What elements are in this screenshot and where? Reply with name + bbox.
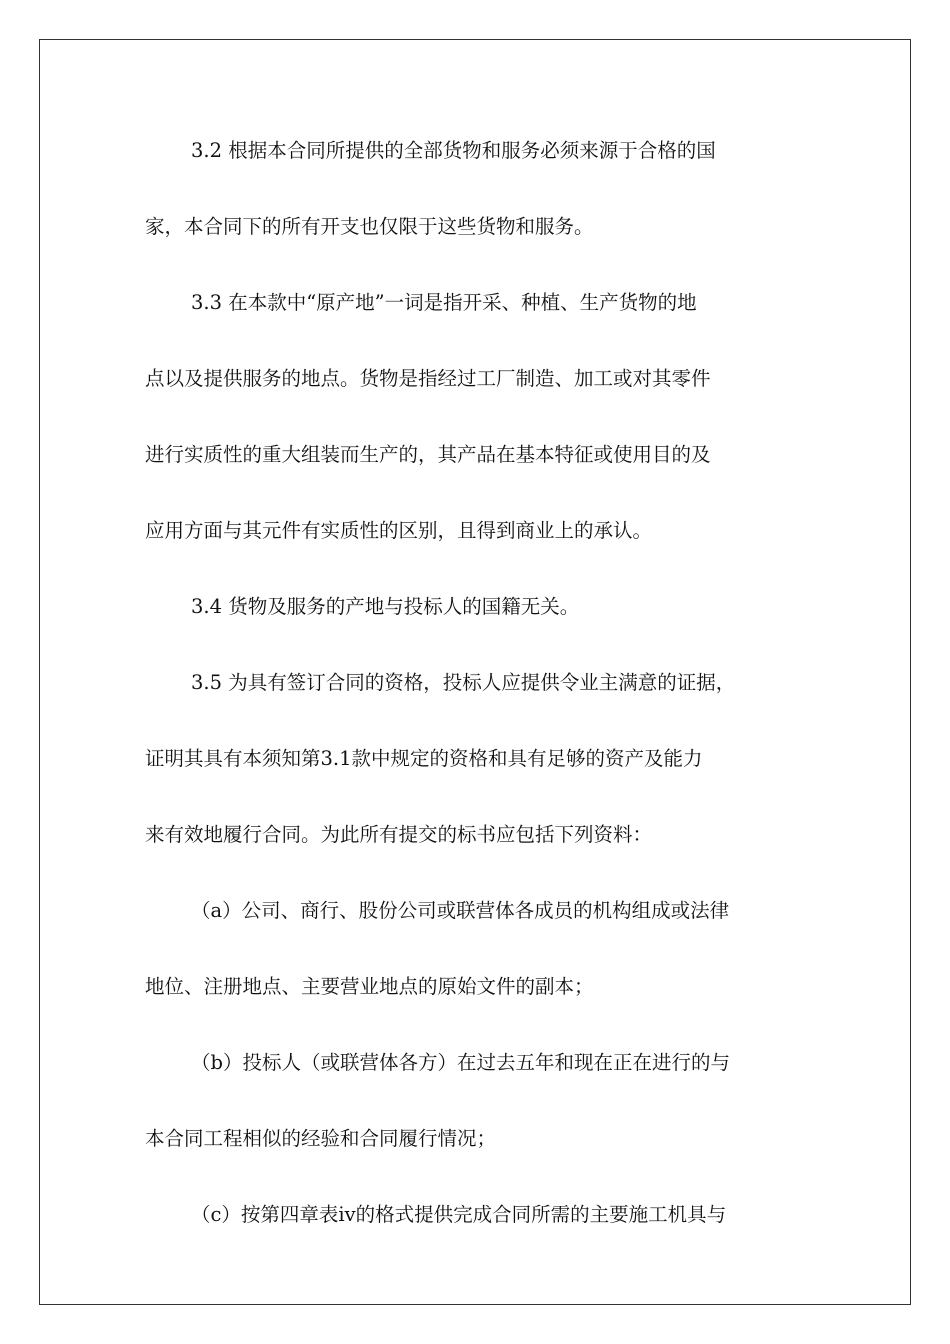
paragraph-item-b (145, 1044, 810, 1158)
text-line: 点以及提供服务的地点。货物是指经过工厂制造、加工或对其零件 (145, 367, 711, 390)
text-line: 3.4 货物及服务的产地与投标人的国籍无关。 (191, 595, 580, 618)
document-body (145, 132, 810, 1272)
text-line: 证明其具有本须知第3.1款中规定的资格和具有足够的资产及能力 (145, 747, 703, 770)
text-line: 地位、注册地点、主要营业地点的原始文件的副本； (145, 975, 594, 998)
text-line: （b）投标人（或联营体各方）在过去五年和现在正在进行的与 (191, 1051, 730, 1074)
paragraph-item-a (145, 892, 810, 1006)
paragraph-3-5 (145, 664, 810, 854)
text-line: 本合同工程相似的经验和合同履行情况； (145, 1127, 497, 1150)
text-line: 来有效地履行合同。为此所有提交的标书应包括下列资料： (145, 823, 653, 846)
text-line: 3.5 为具有签订合同的资格，投标人应提供令业主满意的证据， (191, 671, 736, 694)
text-line: 进行实质性的重大组装而生产的，其产品在基本特征或使用目的及 (145, 443, 711, 466)
text-line: 3.3 在本款中“原产地”一词是指开采、种植、生产货物的地 (191, 291, 697, 314)
text-line: （a）公司、商行、股份公司或联营体各成员的机构组成或法律 (191, 899, 730, 922)
text-line: 应用方面与其元件有实质性的区别，且得到商业上的承认。 (145, 519, 653, 542)
text-line: （c）按第四章表ⅳ的格式提供完成合同所需的主要施工机具与 (191, 1203, 727, 1226)
paragraph-item-c (145, 1196, 810, 1234)
paragraph-3-3 (145, 284, 810, 550)
paragraph-3-4 (145, 588, 810, 626)
paragraph-3-2 (145, 132, 810, 246)
text-line: 3.2 根据本合同所提供的全部货物和服务必须来源于合格的国 (191, 139, 716, 162)
text-line: 家，本合同下的所有开支也仅限于这些货物和服务。 (145, 215, 594, 238)
